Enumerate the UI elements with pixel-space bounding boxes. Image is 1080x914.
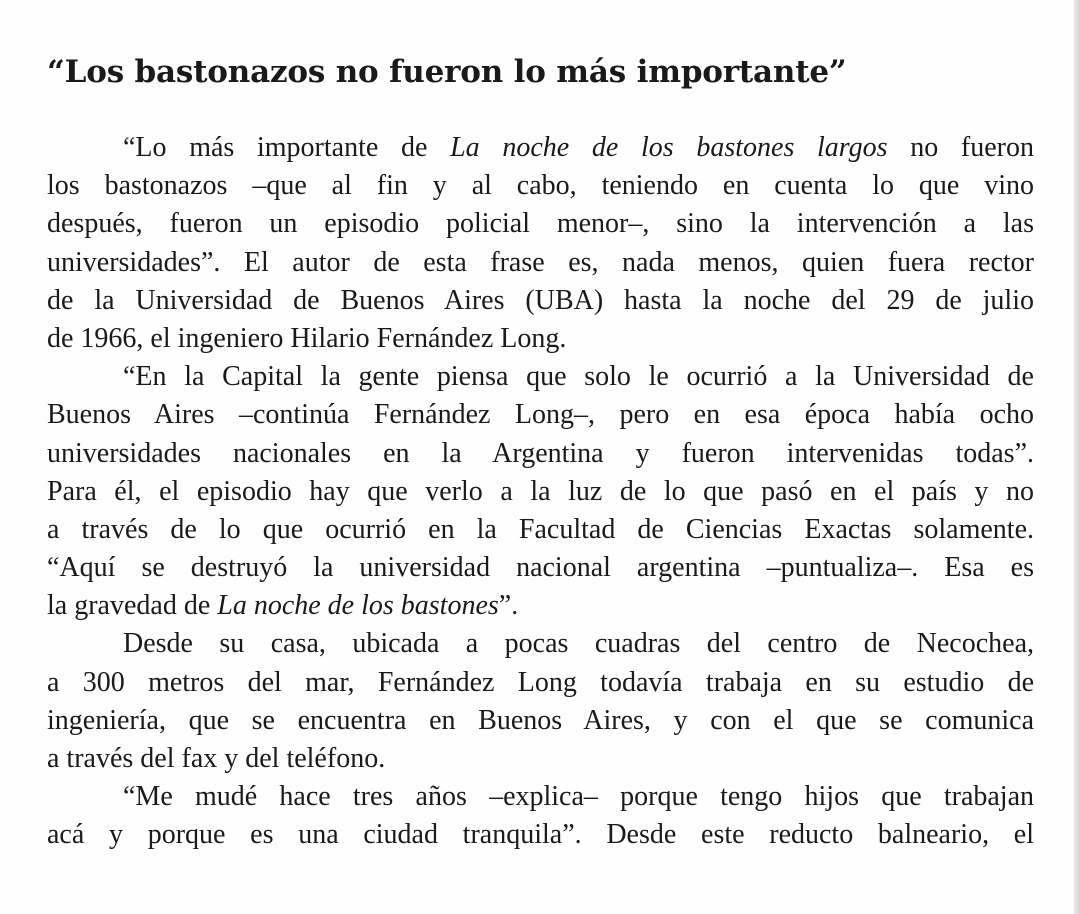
text-segment: ”. <box>498 590 519 622</box>
text-segment: los bastonazos –que al fin y al cabo, teniendo en cuenta lo que vino <box>47 170 1034 202</box>
text-segment: universidades”. El autor de esta frase es, nada menos, quien fuera rector <box>47 246 1034 278</box>
text-line <box>47 664 1034 702</box>
text-line <box>47 358 1034 396</box>
text-segment: Desde su casa, ubicada a pocas cuadras del centro de Necochea, <box>123 628 1034 660</box>
text-segment: ingeniería, que se encuentra en Buenos Aires, y con el que se comunica <box>47 704 1034 736</box>
text-line <box>47 396 1034 434</box>
text-segment: no fueron <box>887 132 1034 163</box>
italic-title: La noche de los bastones largos <box>450 132 888 163</box>
text-line <box>47 167 1034 205</box>
text-line <box>47 702 1034 740</box>
text-line <box>47 320 1034 358</box>
text-line <box>47 435 1034 473</box>
text-line <box>47 816 1034 854</box>
text-segment: después, fueron un episodio policial menor–, sino la intervención a las <box>47 208 1034 240</box>
text-line <box>47 778 1034 816</box>
text-segment: a través de lo que ocurrió en la Facultad de Ciencias Exactas solamente. <box>47 513 1034 545</box>
page-edge-shadow <box>1074 0 1080 914</box>
text-segment: de 1966, el ingeniero Hilario Fernández Long. <box>47 322 567 354</box>
text-segment: “Me mudé hace tres años –explica– porque tengo hijos que trabajan <box>123 781 1034 813</box>
text-segment: “Aquí se destruyó la universidad nacional argentina –puntualiza–. Esa es <box>47 552 1034 584</box>
text-segment: acá y porque es una ciudad tranquila”. Desde este reducto balneario, el <box>47 819 1034 851</box>
text-segment: a 300 metros del mar, Fernández Long todavía trabaja en su estudio de <box>47 666 1034 698</box>
text-line <box>47 244 1034 282</box>
text-line <box>47 511 1034 549</box>
text-segment: universidades nacionales en la Argentina y fueron intervenidas todas”. <box>47 437 1034 469</box>
body-text <box>47 129 1034 855</box>
text-segment: a través del fax y del teléfono. <box>47 743 386 774</box>
text-line <box>47 740 1034 778</box>
text-line <box>47 587 1034 625</box>
text-line <box>47 473 1034 511</box>
text-line <box>47 549 1034 587</box>
text-segment: de la Universidad de Buenos Aires (UBA) hasta la noche del 29 de julio <box>47 284 1034 316</box>
text-segment: “Lo más importante de <box>123 132 451 163</box>
text-segment: Para él, el episodio hay que verlo a la luz de lo que pasó en el país y no <box>47 475 1034 507</box>
text-segment: “En la Capital la gente piensa que solo le ocurrió a la Universidad de <box>123 361 1034 393</box>
italic-title: La noche de los bastones <box>217 590 499 622</box>
section-heading: “Los bastonazos no fueron lo más importante” <box>47 54 847 90</box>
text-line <box>47 129 1034 167</box>
text-segment: Buenos Aires –continúa Fernández Long–, pero en esa época había ocho <box>47 399 1034 431</box>
text-line <box>47 625 1034 663</box>
text-line <box>47 205 1034 243</box>
text-segment: la gravedad de <box>47 590 218 622</box>
text-line <box>47 282 1034 320</box>
